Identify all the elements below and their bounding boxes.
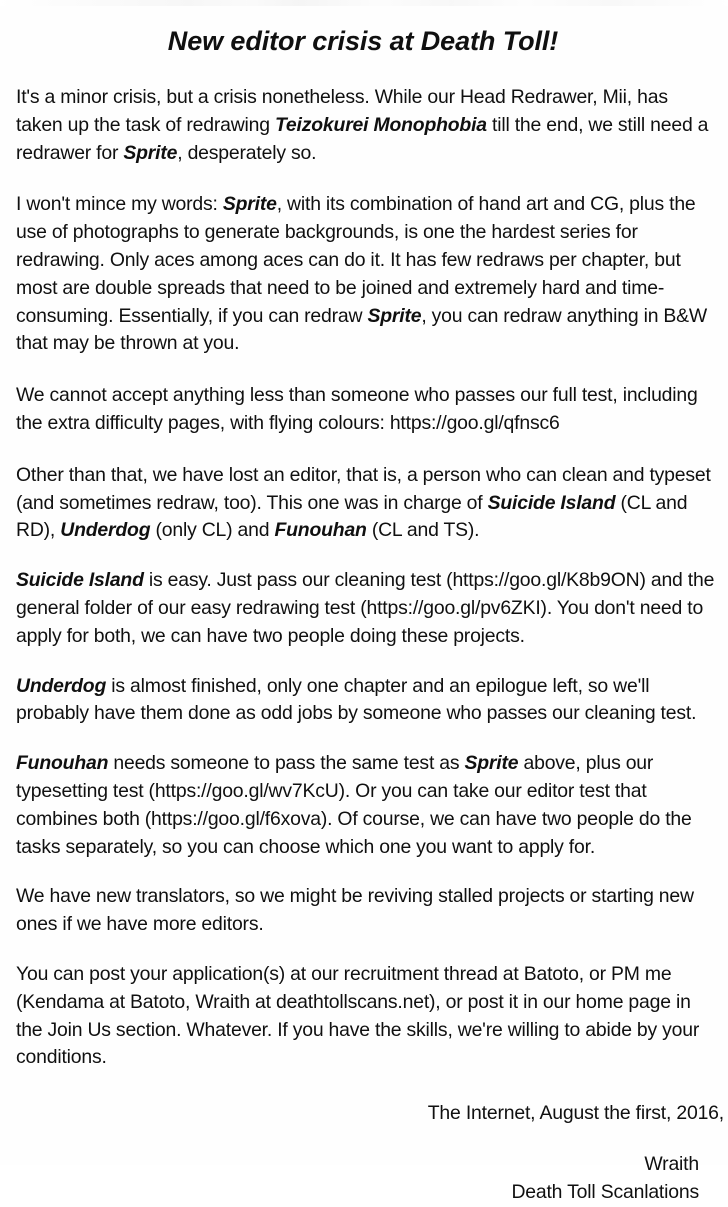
paragraph-how-to-apply: You can post your application(s) at our recruitment thread at Batoto, or PM me (Kendama at Batoto, Wraith at deathtollscans.net), or post it in our home page in the Join Us section. Whatever. If you have the skills, we're willing to abide by your conditions. bbox=[16, 962, 700, 1069]
signature-author: Wraith bbox=[644, 1152, 699, 1175]
emphasised-title: Sprite bbox=[222, 193, 277, 216]
emphasised-title: Sprite bbox=[123, 141, 178, 164]
paragraph-intro: It's a minor crisis, but a crisis nonetheless. While our Head Redrawer, Mii, has taken up the task of redrawing Teizokurei Monophobia till the end, we still need a redrawer for Sprite, desperately so. bbox=[16, 86, 709, 164]
signature-group: Death Toll Scanlations bbox=[511, 1180, 699, 1203]
paragraph-suicide-island: Suicide Island is easy. Just pass our cleaning test (https://goo.gl/K8b9ON) and the general folder of our easy redrawing test (https://goo.gl/pv6ZKI). You don't need to apply for both, we can have two people doing these projects. bbox=[16, 569, 715, 647]
document-body bbox=[16, 0, 724, 1207]
emphasised-title: Sprite bbox=[464, 752, 519, 775]
emphasised-title: Suicide Island bbox=[487, 491, 616, 514]
emphasised-title: Sprite bbox=[367, 304, 422, 327]
paragraph-full-test: We cannot accept anything less than someone who passes our full test, including the extra difficulty pages, with flying colours: https://goo.gl/qfnsc6 bbox=[16, 384, 698, 434]
signature-date: The Internet, August the first, 2016, bbox=[427, 1102, 724, 1125]
page-title: New editor crisis at Death Toll! bbox=[167, 26, 559, 56]
paragraph-lost-editor: Other than that, we have lost an editor, that is, a person who can clean and typeset (and sometimes redraw, too). This one was in charge of Suicide Island (CL and RD), Underdog (only CL) and Funouhan (CL and TS). bbox=[16, 463, 711, 542]
emphasised-title: Funouhan bbox=[16, 752, 109, 775]
paragraph-underdog: Underdog is almost finished, only one chapter and an epilogue left, so we'll probably have them done as odd jobs by someone who passes our cleaning test. bbox=[16, 674, 697, 725]
paragraph-translators: We have new translators, so we might be reviving stalled projects or starting new ones if we have more editors. bbox=[16, 885, 694, 936]
paragraph-sprite-difficulty: I won't mince my words: Sprite, with its combination of hand art and CG, plus the use of photographs to generate backgrounds, is one the hardest series for redrawing. Only aces among aces can do it. It has few redraws per chapter, but most are double spreads that need to be joined and extremely hard and time-consuming. Essentially, if you can redraw Sprite, you can redraw anything in B&W that may be thrown at you. bbox=[16, 193, 708, 355]
paragraph-funouhan: Funouhan needs someone to pass the same test as Sprite above, plus our typesetting test (https://goo.gl/wv7KcU). Or you can take our editor test that combines both (https://goo.gl/f6xova). Of course, we can have two people do the tasks separately, so you can choose which one you want to apply for. bbox=[16, 752, 692, 858]
emphasised-title: Teizokurei Monophobia bbox=[274, 113, 487, 136]
emphasised-title: Suicide Island bbox=[16, 569, 144, 592]
emphasised-title: Underdog bbox=[60, 519, 151, 542]
emphasised-title: Funouhan bbox=[274, 519, 367, 542]
emphasised-title: Underdog bbox=[16, 674, 107, 697]
signature-block bbox=[16, 1100, 724, 1206]
